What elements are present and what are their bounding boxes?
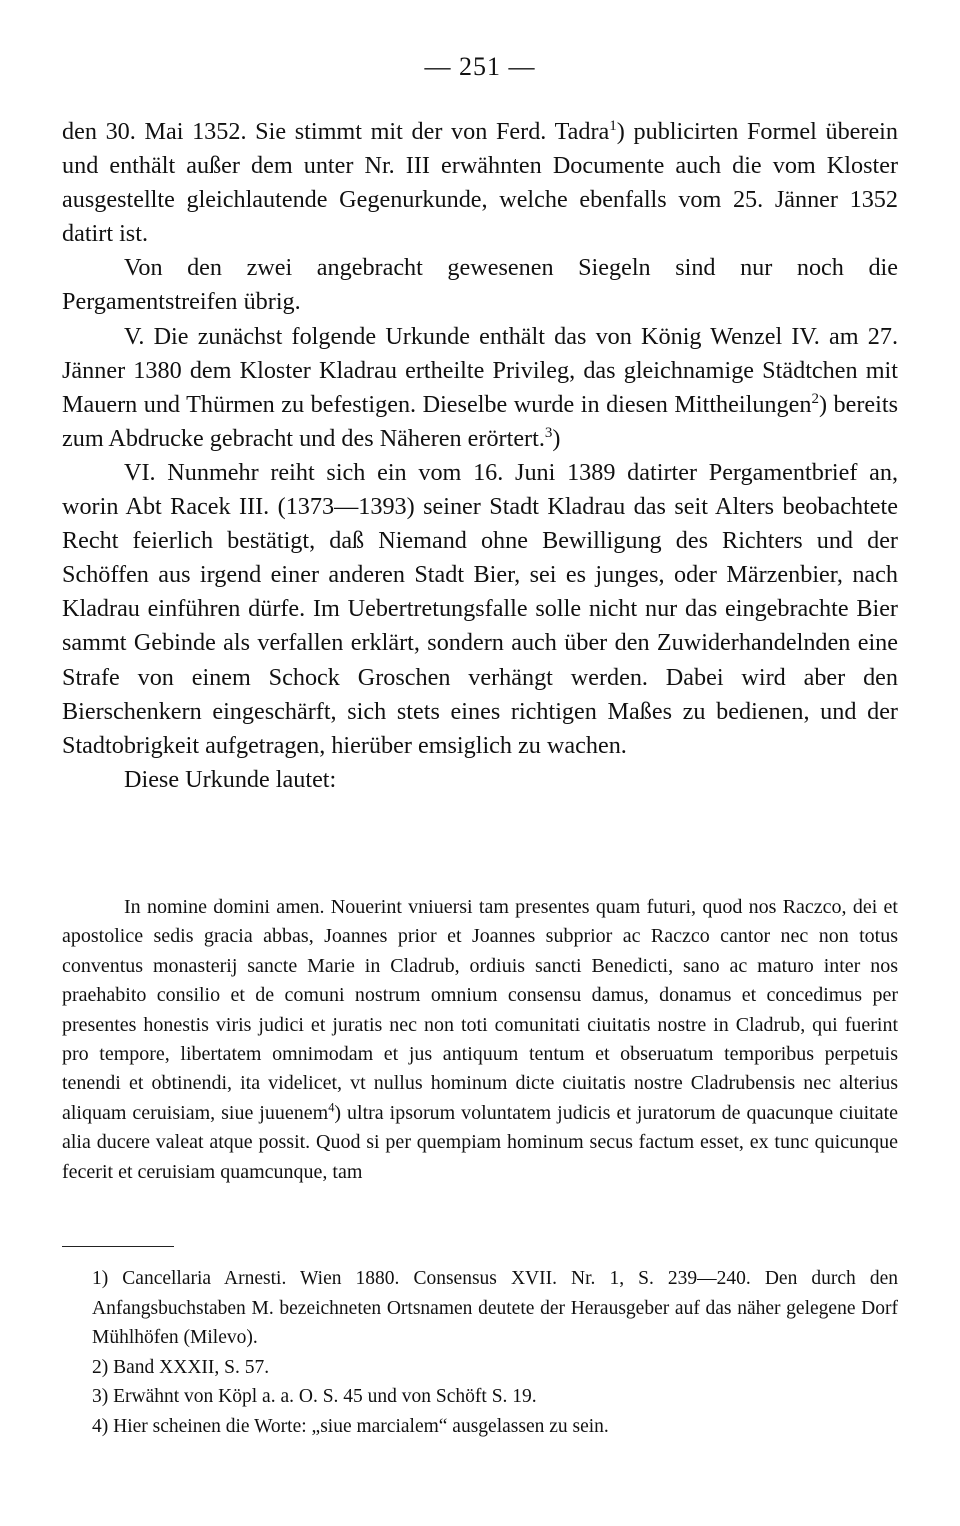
page-number: — 251 — xyxy=(424,52,536,81)
paragraph-1: den 30. Mai 1352. Sie stimmt mit der von Ferd. Tadra$^1$) publicirten Formel überein und enthält außer dem unter Nr. III erwähnten Documente auch die vom Kloster ausgestellte gleichlautende Gegenurkunde, welche ebenfalls vom 25. Jänner 1352 datirt ist. xyxy=(62,117,898,248)
footnote-ref-4: 4 xyxy=(328,1100,335,1115)
footnote-divider xyxy=(62,1246,174,1247)
footnote-ref-2: 2 xyxy=(811,390,819,407)
footnote-ref-1: 1 xyxy=(609,117,617,134)
footnote-1: 1) Cancellaria Arnesti. Wien 1880. Consensus XVII. Nr. 1, S. 239—240. Den durch den Anfangsbuchstaben M. bezeichneten Ortsnamen deutete der Herausgeber auf das näher gelegene Dorf Mühlhöfen (Milevo). xyxy=(92,1268,898,1349)
footnote-4: 4) Hier scheinen die Worte: „siue marcialem“ ausgelassen zu sein. xyxy=(92,1415,609,1437)
footnotes xyxy=(92,1264,898,1442)
paragraph-4: VI. Nunmehr reiht sich ein vom 16. Juni 1389 datirter Pergamentbrief an, worin Abt Racek III. (1373—1393) seiner Stadt Kladrau das seit Alters beobachtete Recht feierlich bestätigt, daß Niemand ohne Bewilligung des Richters und der Schöffen aus irgend einer anderen Stadt Bier, sei es junges, oder Märzenbier, nach Kladrau einführen dürfe. Im Uebertretungsfalle solle nicht nur das eingebrachte Bier sammt Gebinde als verfallen erklärt, sondern auch über den Zuwiderhandelnden eine Strafe von einem Schock Groschen verhängt werden. Dabei wird aber den Bierschenkern eingeschärft, sich stets eines richtigen Maßes zu bedienen, und der Stadtobrigkeit aufgetragen, hierüber emsiglich zu wachen. xyxy=(62,458,898,759)
footnote-2: 2) Band XXXII, S. 57. xyxy=(92,1356,270,1378)
footnote-3: 3) Erwähnt von Köpl a. a. O. S. 45 und von Schöft S. 19. xyxy=(92,1386,537,1408)
latin-charter-text xyxy=(62,893,898,1187)
paragraph-3: V. Die zunächst folgende Urkunde enthält das von König Wenzel IV. am 27. Jänner 1380 dem Kloster Kladrau ertheilte Privileg, das gleichnamige Städtchen mit Mauern und Thürmen zu befestigen. Dieselbe wurde in diesen Mittheilungen$^2$) bereits zum Abdrucke gebracht und des Näheren erörtert.$^3$) xyxy=(62,322,899,452)
main-text xyxy=(62,115,898,797)
paragraph-5: Diese Urkunde lautet: xyxy=(124,765,337,793)
footnote-ref-3: 3 xyxy=(544,424,553,441)
latin-paragraph: In nomine domini amen. Nouerint vniuersi tam presentes quam futuri, quod nos Raczco, dei et apostolice sedis gracia abbas, Joannes prior et Joannes subprior ac Raczco cantor nec non totus conventus monasterij sancte Marie in Cladrub, ordiuis sancti Benedicti, sano ac maturo inter nos praehabito consilio et de comuni nostrum omnium consensu damus, donamus et concedimus per presentes honestis viris judici et juratis nec non toti comunitati ciuitatis nostre in Cladrub, qui fuerint pro tempore, libertatem omnimodam et jus antiquum tentum et obseruatum temporibus perpetuis tenendi et obtinendi, ita videlicet, vt nullus hominum dicte ciuitatis nostre Cladrubensis nec alterius aliquam ceruisiam, siue juuenem$^4$) ultra ipsorum voluntatem judicis et juratorum de quacunque ciuitate alia ducere valeat atque possit. Quod si per quempiam hominum secus factum esset, ex tunc quicunque fecerit et ceruisiam quamcunque, tam xyxy=(62,896,898,1183)
paragraph-2: Von den zwei angebracht gewesenen Siegeln sind nur noch die Pergamentstreifen übrig. xyxy=(62,254,898,316)
